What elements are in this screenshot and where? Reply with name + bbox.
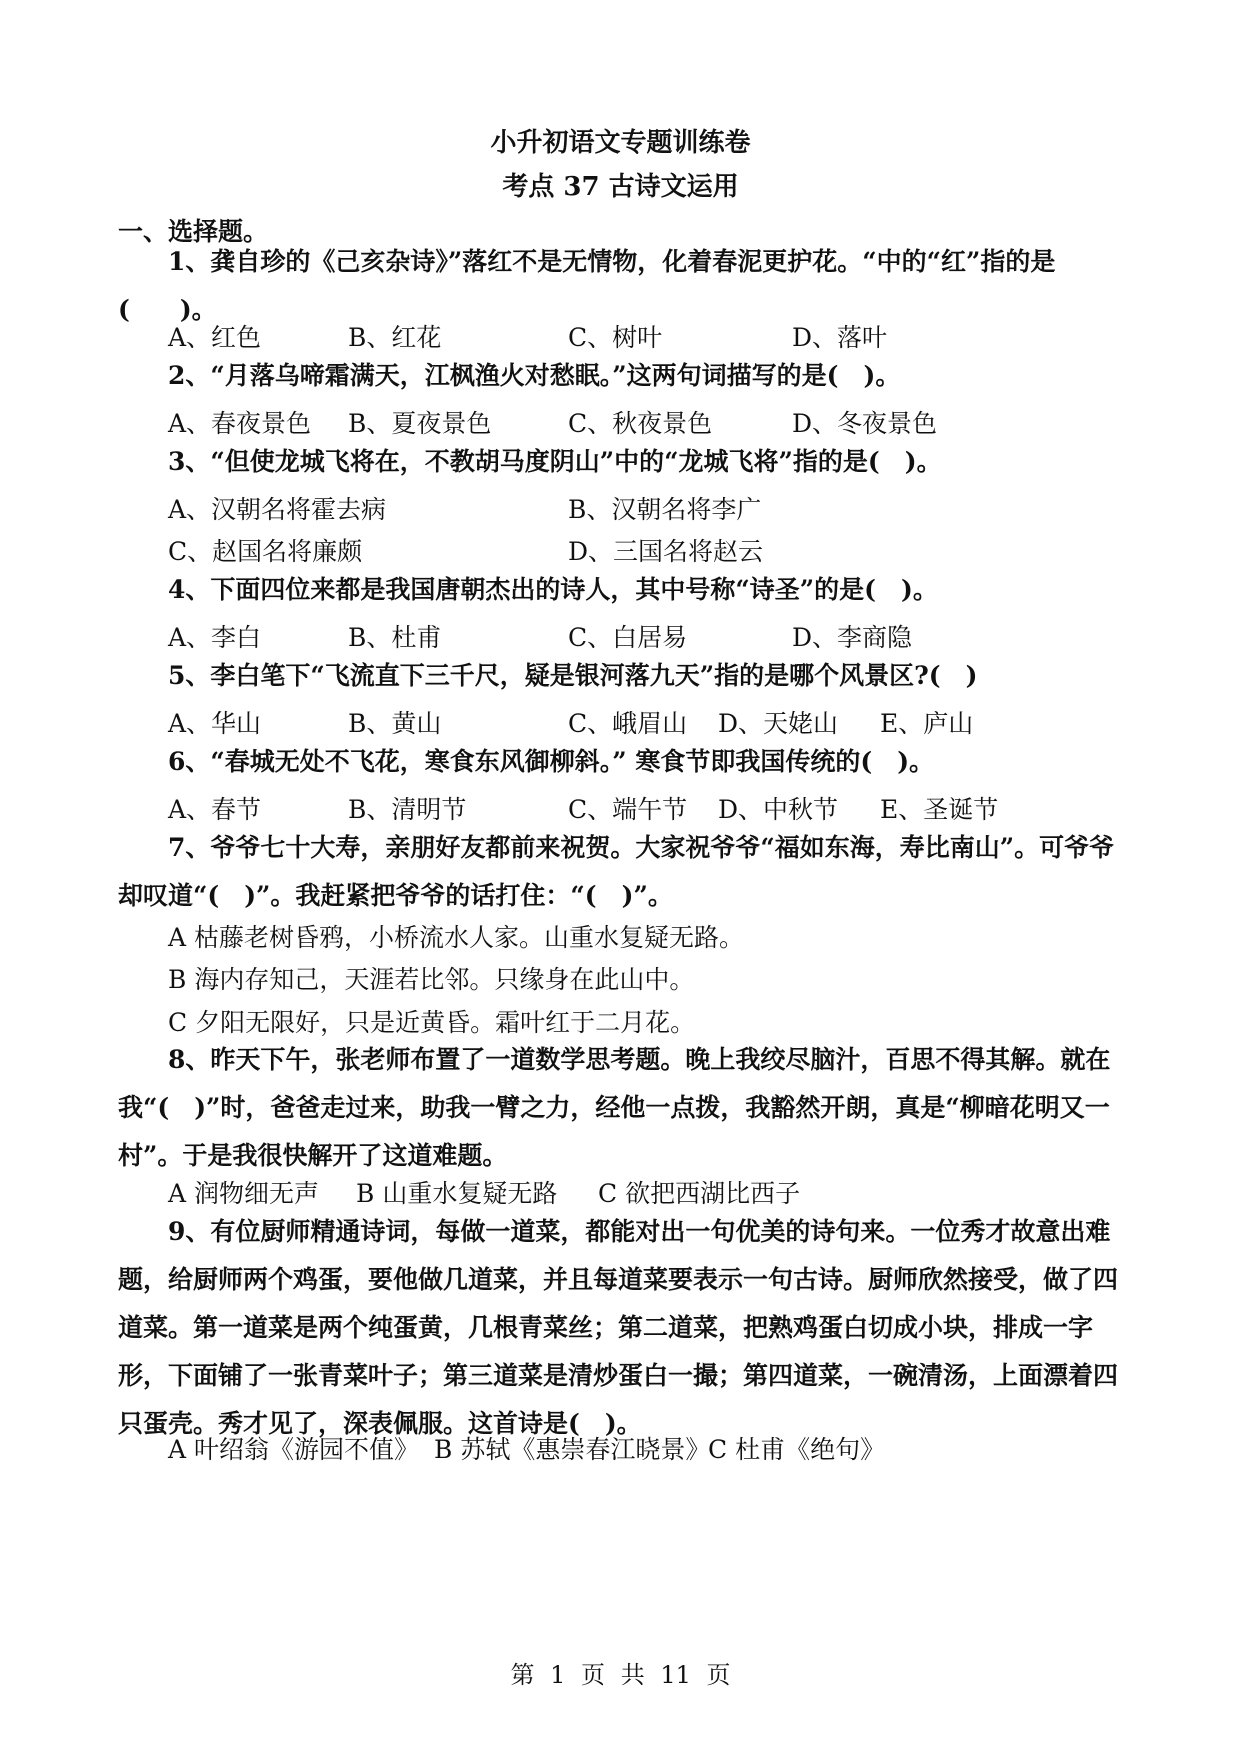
page-title: 小升初语文专题训练卷 — [490, 128, 751, 158]
option-b[interactable]: B 苏轼《惠崇春江晓景》 — [434, 1435, 711, 1464]
option-d[interactable]: D、中秋节 — [718, 795, 839, 824]
question-2-stem: 2、“月落乌啼霜满天，江枫渔火对愁眠。”这两句词描写的是( )。 — [168, 361, 901, 390]
question-4-options — [168, 618, 1128, 654]
option-d[interactable]: D、冬夜景色 — [792, 409, 938, 438]
option-c[interactable]: C、峨眉山 — [568, 709, 688, 738]
option-c[interactable]: C 夕阳无限好，只是近黄昏。霜叶红于二月花。 — [168, 1008, 696, 1037]
question-1-options — [168, 318, 1128, 354]
question-1-stem: 1、龚自珍的《己亥杂诗》”落红不是无情物，化着春泥更护花。“中的“红”指的是( )。 — [118, 247, 1056, 324]
option-a[interactable]: A 叶绍翁《游园不值》 — [168, 1435, 420, 1464]
option-a[interactable]: A 枯藤老树昏鸦，小桥流水人家。山重水复疑无路。 — [168, 923, 745, 952]
option-c[interactable]: C、赵国名将廉颇 — [168, 537, 363, 566]
question-6-stem: 6、“春城无处不飞花，寒食东风御柳斜。” 寒食节即我国传统的( )。 — [168, 747, 935, 776]
question-9-stem: 9、有位厨师精通诗词，每做一道菜，都能对出一句优美的诗句来。一位秀才故意出难题，给厨师两个鸡蛋，要他做几道菜，并且每道菜要表示一句古诗。厨师欣然接受，做了四道菜。第一道菜是两个纯蛋黄，几根青菜丝；第二道菜，把熟鸡蛋白切成小块，排成一字形，下面铺了一张青菜叶子；第三道菜是清炒蛋白一撮；第四道菜，一碗清汤，上面漂着四只蛋壳。秀才见了，深表佩服。这首诗是( )。 — [118, 1217, 1119, 1438]
page-footer — [0, 1655, 1241, 1690]
option-a[interactable]: A、红色 — [168, 323, 262, 352]
question-8-stem: 8、昨天下午，张老师布置了一道数学思考题。晚上我绞尽脑汁，百思不得其解。就在我“( )”时，爸爸走过来，助我一臂之力，经他一点拨，我豁然开朗，真是“柳暗花明又一村”。于是我很快解开了这道难题。 — [118, 1045, 1111, 1170]
option-c[interactable]: C 杜甫《绝句》 — [708, 1435, 886, 1464]
option-c[interactable]: C、端午节 — [568, 795, 688, 824]
option-c[interactable]: C、白居易 — [568, 623, 688, 652]
option-a[interactable]: A、汉朝名将霍去病 — [168, 495, 387, 524]
option-c[interactable]: C 欲把西湖比西子 — [598, 1179, 801, 1208]
option-b[interactable]: B、夏夜景色 — [348, 409, 492, 438]
footer-of: 共 — [620, 1661, 645, 1689]
option-b[interactable]: B、汉朝名将李广 — [568, 495, 762, 524]
option-c[interactable]: C、秋夜景色 — [568, 409, 713, 438]
question-9-options — [168, 1430, 1128, 1466]
footer-prefix: 第 — [510, 1661, 535, 1689]
footer-suffix: 页 — [706, 1661, 731, 1689]
option-a[interactable]: A、春节 — [168, 795, 262, 824]
question-3-options-row1 — [168, 490, 1128, 526]
option-e[interactable]: E、庐山 — [880, 709, 974, 738]
option-d[interactable]: D、天姥山 — [718, 709, 839, 738]
question-5-options — [168, 704, 1128, 740]
option-e[interactable]: E、圣诞节 — [880, 795, 999, 824]
question-4-stem: 4、下面四位来都是我国唐朝杰出的诗人，其中号称“诗圣”的是( )。 — [168, 575, 938, 604]
question-5-stem: 5、李白笔下“飞流直下三千尺，疑是银河落九天”指的是哪个风景区?( ) — [168, 661, 978, 690]
option-b[interactable]: B 海内存知己，天涯若比邻。只缘身在此山中。 — [168, 965, 695, 994]
option-d[interactable]: D、落叶 — [792, 323, 888, 352]
footer-mid: 页 — [581, 1661, 606, 1689]
option-b[interactable]: B、杜甫 — [348, 623, 442, 652]
option-a[interactable]: A、李白 — [168, 623, 262, 652]
question-2-options — [168, 404, 1128, 440]
option-a[interactable]: A、春夜景色 — [168, 409, 312, 438]
question-3-options-row2 — [168, 532, 1128, 568]
option-c[interactable]: C、树叶 — [568, 323, 663, 352]
option-d[interactable]: D、三国名将赵云 — [568, 537, 764, 566]
option-b[interactable]: B、清明节 — [348, 795, 467, 824]
question-8-options — [168, 1174, 1128, 1210]
page-subtitle: 考点 37 古诗文运用 — [502, 172, 739, 202]
question-7-stem: 7、爷爷七十大寿，亲朋好友都前来祝贺。大家祝爷爷“福如东海，寿比南山”。可爷爷却叹道“( )”。我赶紧把爷爷的话打住：“( )”。 — [118, 833, 1115, 910]
question-3-stem: 3、“但使龙城飞将在，不教胡马度阴山”中的“龙城飞将”指的是( )。 — [168, 447, 942, 476]
option-a[interactable]: A、华山 — [168, 709, 262, 738]
option-b[interactable]: B、黄山 — [348, 709, 442, 738]
option-b[interactable]: B、红花 — [348, 323, 442, 352]
option-b[interactable]: B 山重水复疑无路 — [356, 1179, 558, 1208]
footer-total-pages: 11 — [660, 1661, 691, 1689]
section-heading: 一、选择题。 — [118, 217, 269, 246]
option-a[interactable]: A 润物细无声 — [168, 1179, 320, 1208]
footer-page-number: 1 — [550, 1661, 566, 1689]
option-d[interactable]: D、李商隐 — [792, 623, 913, 652]
question-6-options — [168, 790, 1128, 826]
